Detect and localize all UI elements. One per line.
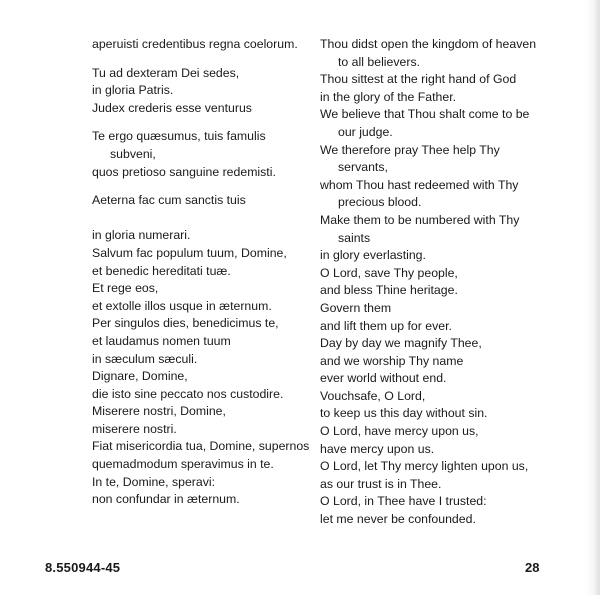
- latin-line: subveni,: [110, 146, 156, 161]
- latin-line: Miserere nostri, Domine,: [92, 404, 226, 419]
- english-line: have mercy upon us.: [320, 441, 435, 456]
- page-number: 28: [525, 560, 540, 575]
- english-line: to keep us this day without sin.: [320, 406, 488, 421]
- latin-line: in gloria numerari.: [92, 228, 191, 243]
- latin-line: non confundar in æternum.: [92, 492, 240, 507]
- english-line: and we worship Thy name: [320, 353, 464, 368]
- latin-line: In te, Domine, speravi:: [92, 474, 216, 489]
- english-line: and bless Thine heritage.: [320, 283, 458, 298]
- stanza-gap: [92, 181, 314, 192]
- latin-line: Fiat misericordia tua, Domine, supernos: [92, 439, 310, 454]
- english-line: Govern them: [320, 300, 392, 315]
- latin-line: Tu ad dexteram Dei sedes,: [92, 65, 240, 80]
- latin-line: miserere nostri.: [92, 421, 177, 436]
- english-line: We therefore pray Thee help Thy: [320, 142, 500, 157]
- english-line: Thou didst open the kingdom of heaven: [320, 37, 537, 51]
- latin-line: Judex crederis esse venturus: [92, 100, 252, 115]
- latin-line: Et rege eos,: [92, 281, 159, 296]
- english-line: to all believers.: [338, 54, 421, 69]
- latin-line: quos pretioso sanguine redemisti.: [92, 164, 276, 179]
- latin-line: et laudamus nomen tuum: [92, 333, 231, 348]
- page-edge-shadow: [586, 0, 600, 595]
- latin-line: in sæculum sæculi.: [92, 351, 198, 366]
- latin-line: quemadmodum speravimus in te.: [92, 457, 274, 472]
- english-line: O Lord, let Thy mercy lighten upon us,: [320, 459, 529, 474]
- stanza-gap: [92, 54, 314, 65]
- latin-text-column: [92, 36, 314, 509]
- latin-line: in gloria Patris.: [92, 83, 174, 98]
- english-line: Thou sittest at the right hand of God: [320, 72, 517, 87]
- english-line: Vouchsafe, O Lord,: [320, 388, 426, 403]
- english-line: in glory everlasting.: [320, 248, 426, 263]
- latin-line: et extolle illos usque in æternum.: [92, 298, 272, 313]
- english-line: O Lord, have mercy upon us,: [320, 424, 479, 439]
- english-line: Day by day we magnify Thee,: [320, 336, 482, 351]
- english-line: O Lord, in Thee have I trusted:: [320, 494, 487, 509]
- english-line: ever world without end.: [320, 371, 447, 386]
- english-line: Make them to be numbered with Thy: [320, 212, 520, 227]
- english-line: as our trust is in Thee.: [320, 476, 442, 491]
- english-line: and lift them up for ever.: [320, 318, 452, 333]
- latin-line: Dignare, Domine,: [92, 369, 188, 384]
- latin-line: et benedic hereditati tuæ.: [92, 263, 231, 278]
- latin-line: Te ergo quæsumus, tuis famulis: [92, 129, 266, 144]
- english-line: saints: [338, 230, 371, 245]
- english-line: We believe that Thou shalt come to be: [320, 107, 530, 122]
- english-line: precious blood.: [338, 195, 422, 210]
- english-line: servants,: [338, 160, 388, 175]
- stanza-gap: [92, 117, 314, 128]
- latin-line: aperuisti credentibus regna coelorum.: [92, 37, 298, 51]
- english-line: O Lord, save Thy people,: [320, 265, 458, 280]
- latin-line: die isto sine peccato nos custodire.: [92, 386, 284, 401]
- latin-line: Salvum fac populum tuum, Domine,: [92, 245, 287, 260]
- latin-line: [92, 210, 314, 228]
- latin-line: Aeterna fac cum sanctis tuis: [92, 193, 246, 208]
- english-line: our judge.: [338, 124, 393, 139]
- english-line: whom Thou hast redeemed with Thy: [320, 177, 519, 192]
- catalog-number: 8.550944-45: [45, 560, 121, 575]
- english-line: let me never be confounded.: [320, 512, 476, 527]
- english-text-column: [320, 36, 560, 529]
- english-line: in the glory of the Father.: [320, 89, 457, 104]
- latin-line: Per singulos dies, benedicimus te,: [92, 316, 279, 331]
